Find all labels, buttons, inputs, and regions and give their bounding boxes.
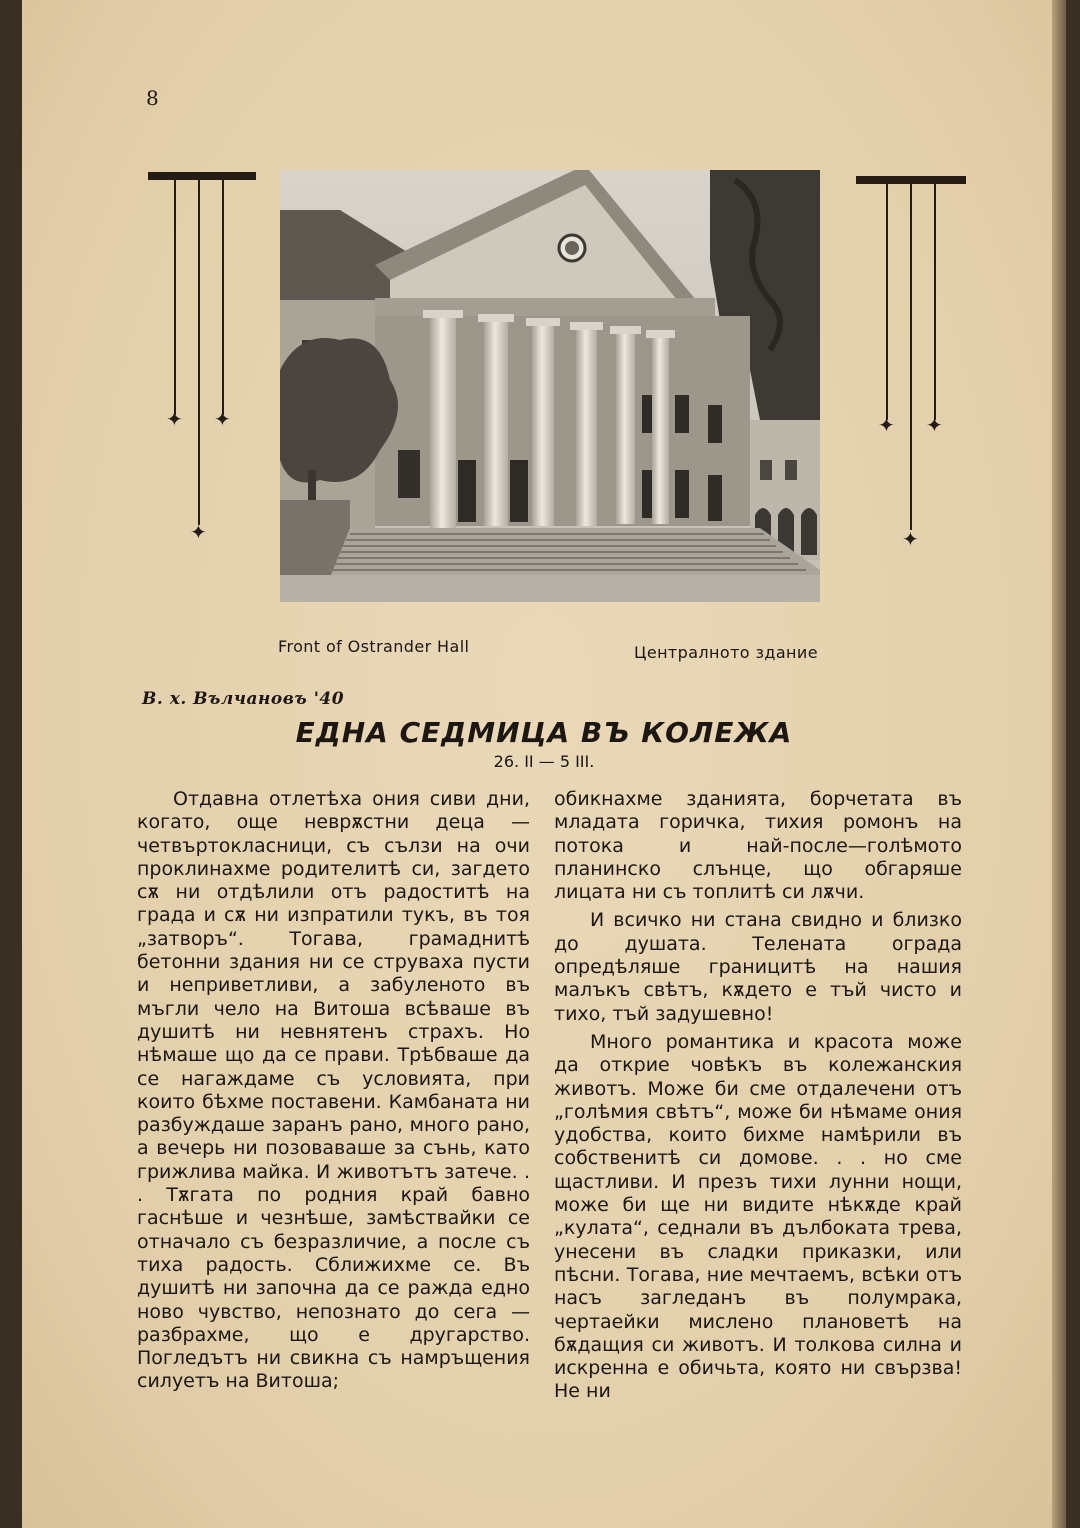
paragraph: Отдавна отлетѣха ония сиви дни, когато, още неврѫстни деца — четвъртокласници, съ сълзи на очи проклинахме родителитѣ си, загдето сѫ ни отдѣлили отъ радоститѣ на града и сѫ ни изпратили тукъ, въ тоя „затворъ“. Тогава, грамаднитѣ бетонни здания ни се струваха пусти и неприветливи, а забуленото въ мъгли чело на Витоша всѣваше въ душитѣ ни невнятенъ страхъ. Но нѣмаше що да се прави. Трѣбваше да се нагаждаме съ условията, при които бѣхме поставени. Камбаната ни разбуждаше заранъ рано, много рано, а вечерь ни позоваваше за сънь, като грижлива майка. И животътъ затече. . . Тѫгата по родния край бавно гаснѣше и чезнѣше, замѣствайки се отначало съ безразличие, а после съ тиха радость. Сближихме се. Въ душитѣ ни започна да се ражда едно ново чувство, непознато до сега — разбрахме, що е другарство. Погледътъ ни свикна съ намръщения силуетъ на Витоша; <box>137 788 530 1393</box>
star-icon: ✦ <box>166 407 183 431</box>
page-number: 8 <box>146 86 159 110</box>
article-column-left <box>137 788 530 1394</box>
article-column-right <box>554 788 962 1404</box>
star-icon: ✦ <box>214 407 231 431</box>
star-icon: ✦ <box>190 520 207 544</box>
star-icon: ✦ <box>926 413 943 437</box>
star-icon: ✦ <box>878 413 895 437</box>
article-author: В. х. Вълчановъ '40 <box>142 689 345 709</box>
ostrander-hall-photo <box>280 170 820 602</box>
magazine-page <box>22 0 1066 1528</box>
article-title: ЕДНА СЕДМИЦА ВЪ КОЛЕЖА <box>295 716 793 749</box>
photo-caption-english: Front of Ostrander Hall <box>278 637 470 656</box>
photo-caption-bulgarian: Централното здание <box>634 643 818 662</box>
paragraph: Много романтика и красота може да открие човѣкъ въ колежанския животъ. Може би сме отдалечени отъ „голѣмия свѣтъ“, може би нѣмаме ония удобства, които бихме намѣрили въ собственитѣ си домове. . . но сме щастливи. И презъ тихи лунни нощи, може би ще ни видите нѣкѫде край „кулата“, седнали въ дълбоката трева, унесени въ сладки приказки, или пѣсни. Тогава, ние мечтаемъ, всѣки отъ насъ загледанъ въ полумрака, чертаейки мислено плановетѣ на бѫдащия си животъ. И толкова силна и искренна е обичьта, която ни свързва! Не ни <box>554 1030 962 1403</box>
building-illustration <box>280 170 820 602</box>
article-dates: 26. II — 5 III. <box>493 752 595 771</box>
star-icon: ✦ <box>902 527 919 551</box>
paragraph: обикнахме зданията, борчетата въ младата горичка, тихия ромонъ на потока и най-после—голѣмото планинско слънце, що обгаряше лицата ни съ топлитѣ си лѫчи. <box>554 788 962 904</box>
paragraph: И всичко ни стана свидно и близко до душата. Телената ограда опредѣляше границитѣ на нашия малъкъ свѣтъ, кѫдето е тъй чисто и тихо, тъй задушевно! <box>554 909 962 1025</box>
